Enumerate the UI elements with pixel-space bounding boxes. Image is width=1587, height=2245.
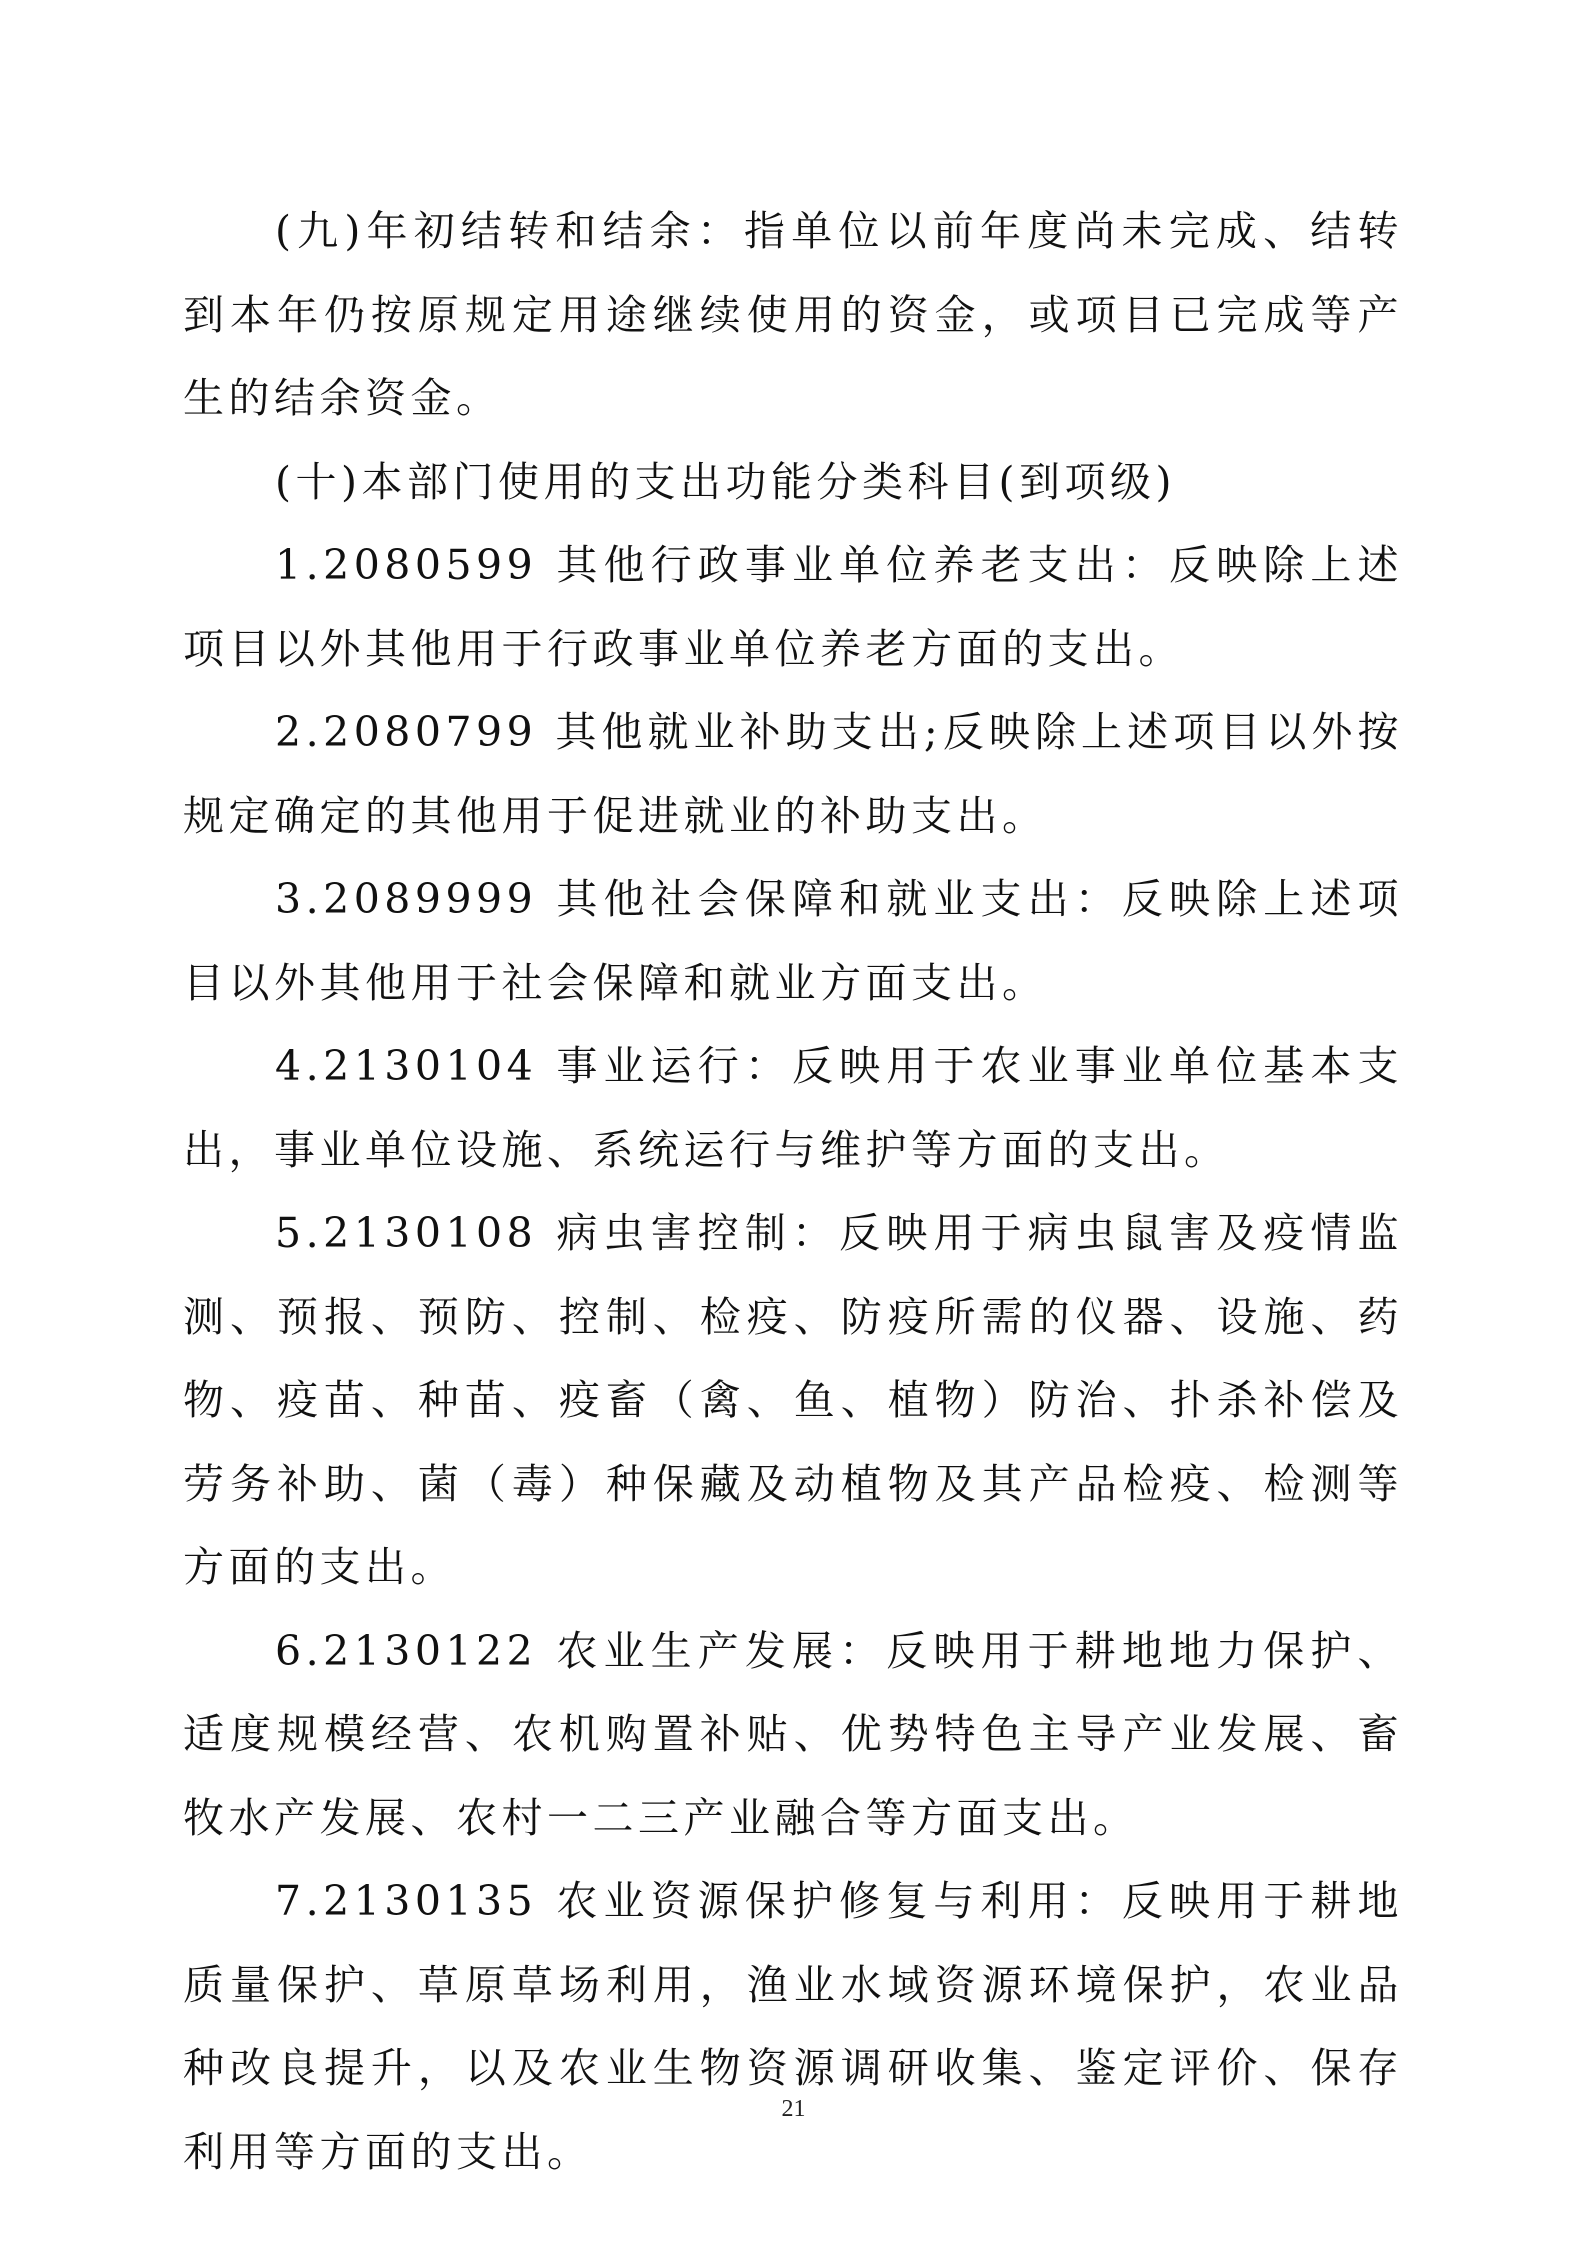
paragraph-carryover-definition: (九)年初结转和结余：指单位以前年度尚未完成、结转到本年仍按原规定用途继续使用的资金，或项目已完成等产生的结余资金。 [183, 207, 1403, 422]
paragraph-item-2: 2.2080799 其他就业补助支出;反映除上述项目以外按规定确定的其他用于促进就业的补助支出。 [183, 708, 1403, 840]
paragraph-item-7: 7.2130135 农业资源保护修复与利用：反映用于耕地质量保护、草原草场利用，渔业水域资源环境保护，农业品种改良提升，以及农业生物资源调研收集、鉴定评价、保存利用等方面的支出。 [183, 1877, 1403, 2176]
paragraph-item-3: 3.2089999 其他社会保障和就业支出：反映除上述项目以外其他用于社会保障和就业方面支出。 [183, 875, 1403, 1007]
paragraph-section-heading: (十)本部门使用的支出功能分类科目(到项级) [275, 457, 1176, 506]
page-number: 21 [781, 2096, 806, 2122]
paragraph-item-6: 6.2130122 农业生产发展：反映用于耕地地力保护、适度规模经营、农机购置补贴、优势特色主导产业发展、畜牧水产发展、农村一二三产业融合等方面支出。 [183, 1626, 1403, 1842]
document-body [183, 190, 1403, 2194]
paragraph-item-1: 1.2080599 其他行政事业单位养老支出：反映除上述项目以外其他用于行政事业单位养老方面的支出。 [183, 541, 1403, 673]
paragraph-item-5: 5.2130108 病虫害控制：反映用于病虫鼠害及疫情监测、预报、预防、控制、检疫、防疫所需的仪器、设施、药物、疫苗、种苗、疫畜（禽、鱼、植物）防治、扑杀补偿及劳务补助、菌（毒）种保藏及动植物及其产品检疫、检测等方面的支出。 [183, 1209, 1403, 1591]
paragraph-item-4: 4.2130104 事业运行：反映用于农业事业单位基本支出，事业单位设施、系统运行与维护等方面的支出。 [183, 1042, 1403, 1174]
